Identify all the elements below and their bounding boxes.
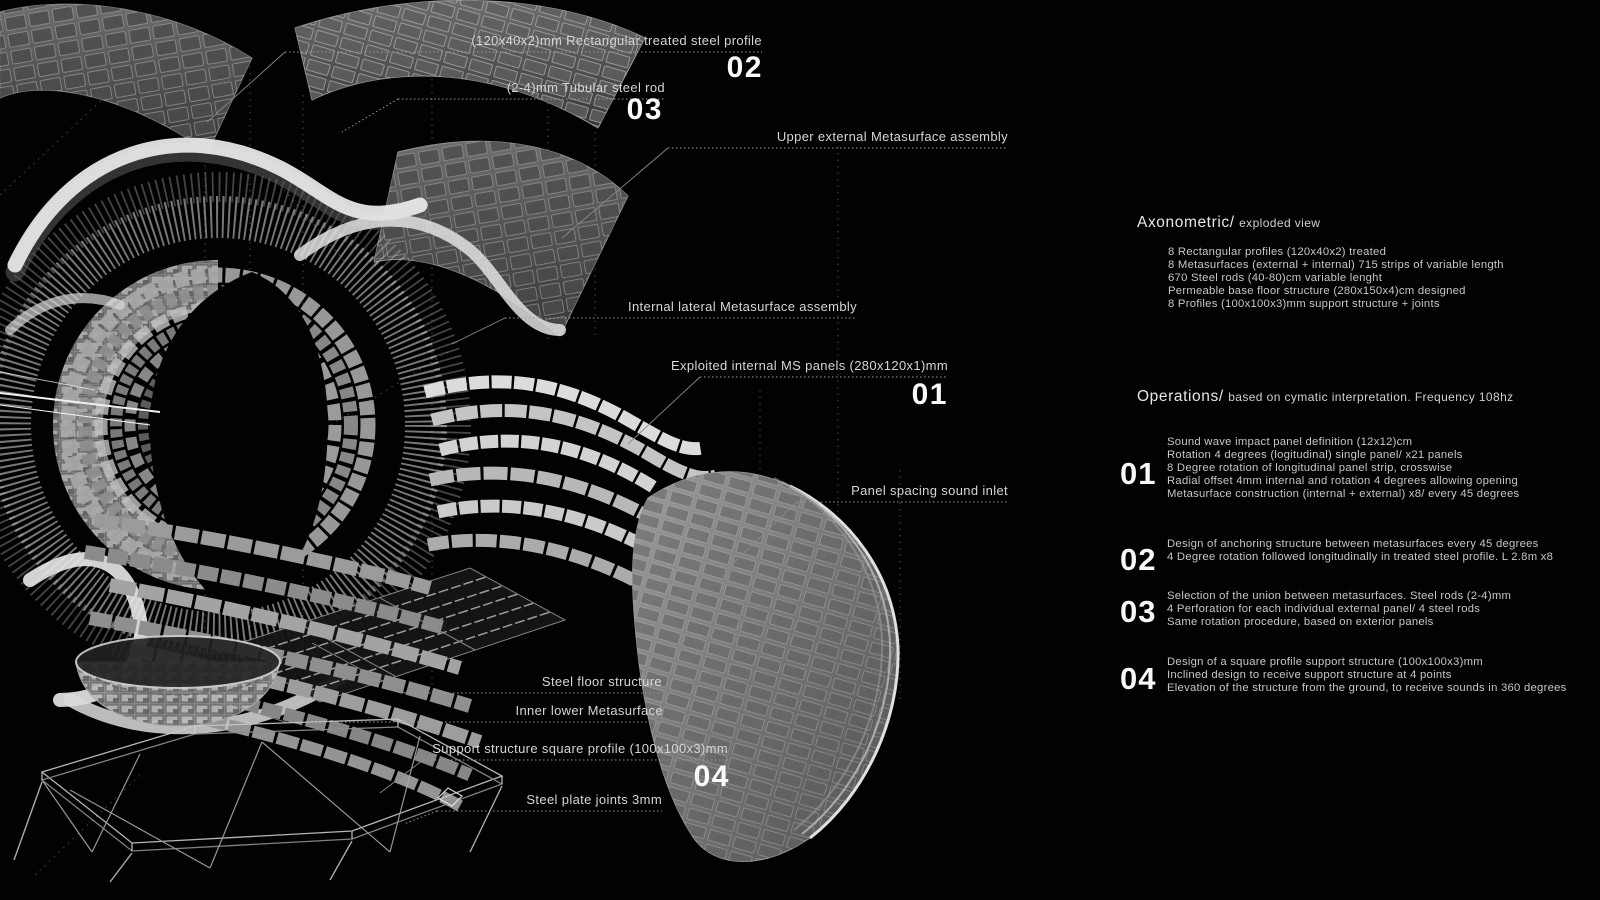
operation-line: Metasurface construction (internal + external) x8/ every 45 degrees xyxy=(1167,488,1520,500)
callout-label-internal-lateral: Internal lateral Metasurface assembly xyxy=(628,299,857,314)
operations-subtitle: based on cymatic interpretation. Frequency 108hz xyxy=(1228,390,1514,404)
operation-line: Design of a square profile support structure (100x100x3)mm xyxy=(1167,656,1483,668)
operation-number-02: 02 xyxy=(1120,542,1157,577)
operation-item-02 xyxy=(1167,538,1553,564)
operation-line: Rotation 4 degrees (logitudinal) single panel/ x21 panels xyxy=(1167,449,1463,461)
callout-label-support-structure: Support structure square profile (100x100x3)mm xyxy=(432,741,728,756)
operation-line: Radial offset 4mm internal and rotation 4 degrees allowing opening xyxy=(1167,475,1519,487)
callout-label-steel-profile: (120x40x2)mm Rectangular treated steel profile xyxy=(471,33,762,48)
shell-top-left xyxy=(0,4,252,152)
axonometric-heading xyxy=(1137,214,1320,232)
operations-title: Operations/ xyxy=(1137,388,1224,405)
axonometric-title: Axonometric/ xyxy=(1137,214,1235,231)
spec-line: 670 Steel rods (40-80)cm variable lenght xyxy=(1168,272,1383,284)
operation-item-03 xyxy=(1167,590,1511,629)
axonometric-subtitle: exploded view xyxy=(1239,216,1321,230)
spec-line: Permeable base floor structure (280x150x4)cm designed xyxy=(1168,285,1466,297)
callout-label-exploited-panels: Exploited internal MS panels (280x120x1)mm xyxy=(671,358,948,373)
spec-line: 8 Profiles (100x100x3)mm support structure + joints xyxy=(1168,298,1440,310)
operation-number-01: 01 xyxy=(1120,456,1157,491)
sound-inlet-cone xyxy=(633,472,899,862)
callout-number-03: 03 xyxy=(626,93,663,126)
callout-number-02: 02 xyxy=(726,51,763,84)
callout-number-04: 04 xyxy=(693,760,730,793)
operation-item-04 xyxy=(1167,656,1567,695)
callout-label-inner-lower: Inner lower Metasurface xyxy=(515,703,663,718)
spec-line: 8 Metasurfaces (external + internal) 715 strips of variable length xyxy=(1168,259,1504,271)
callout-label-sound-inlet: Panel spacing sound inlet xyxy=(851,483,1008,498)
callout-label-plate-joints: Steel plate joints 3mm xyxy=(526,792,662,807)
axonometric-spec-list xyxy=(1168,246,1504,311)
operation-line: 4 Degree rotation followed longitudinally in treated steel profile. L 2.8m x8 xyxy=(1167,551,1554,563)
operation-number-04: 04 xyxy=(1120,661,1157,696)
spec-line: 8 Rectangular profiles (120x40x2) treated xyxy=(1168,246,1387,258)
operation-line: Same rotation procedure, based on exterior panels xyxy=(1167,616,1434,628)
callout-label-upper-metasurface: Upper external Metasurface assembly xyxy=(776,129,1008,144)
callout-label-steel-floor: Steel floor structure xyxy=(541,674,662,689)
callout-label-tubular-rod: (2-4)mm Tubular steel rod xyxy=(506,80,665,95)
operations-heading xyxy=(1137,388,1514,406)
support-truss xyxy=(14,719,502,882)
operation-line: 4 Perforation for each individual external panel/ 4 steel rods xyxy=(1167,603,1481,615)
operation-line: Elevation of the structure from the ground, to receive sounds in 360 degrees xyxy=(1167,682,1567,694)
operation-number-03: 03 xyxy=(1120,594,1157,629)
operation-line: Selection of the union between metasurfaces. Steel rods (2-4)mm xyxy=(1167,590,1512,602)
operation-line: 8 Degree rotation of longitudinal panel strip, crosswise xyxy=(1167,462,1453,474)
operation-line: Design of anchoring structure between metasurfaces every 45 degrees xyxy=(1167,538,1539,550)
operation-line: Sound wave impact panel definition (12x12)cm xyxy=(1167,436,1413,448)
callout-number-01: 01 xyxy=(911,378,948,411)
operation-line: Inclined design to receive support structure at 4 points xyxy=(1167,669,1452,681)
operation-item-01 xyxy=(1167,436,1519,501)
